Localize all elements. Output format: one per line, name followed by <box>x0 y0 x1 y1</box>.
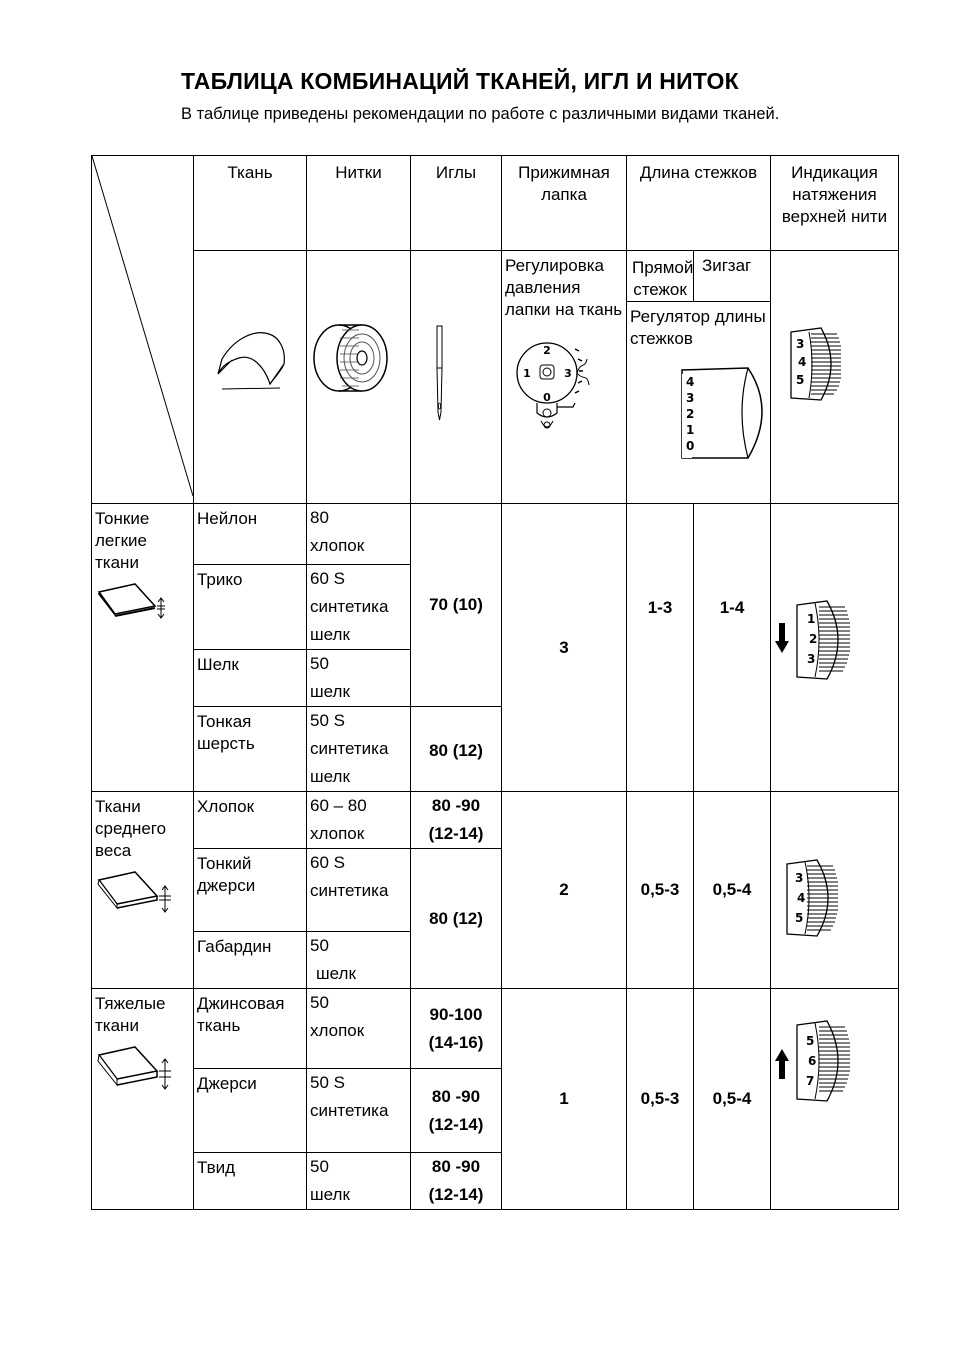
thread-value: 50 <box>310 936 329 955</box>
thread-type: синтетика <box>310 739 389 758</box>
pressure-label-2: 2 <box>543 344 551 357</box>
tension-thin-label-1: 1 <box>807 612 816 626</box>
diagonal-corner-cell <box>92 156 194 504</box>
fabric-jersey: Джерси <box>194 1069 307 1153</box>
header-tension-label-5: 5 <box>796 373 805 387</box>
tension-thin-cell <box>771 504 899 792</box>
foot-value: 3 <box>559 637 569 657</box>
group-heavy-name: Тяжелые ткани <box>95 994 166 1035</box>
thread-fine-wool <box>307 707 411 792</box>
thread-nylon <box>307 504 411 565</box>
foot-pressure-cell <box>502 251 627 504</box>
foot-thin <box>502 504 627 792</box>
group-medium-name: Ткани среднего веса <box>95 797 167 860</box>
thread-cotton <box>307 792 411 849</box>
zigzag-subheader: Зигзаг <box>694 251 771 302</box>
needle-heavy-3 <box>411 1153 502 1210</box>
page-title: ТАБЛИЦА КОМБИНАЦИЙ ТКАНЕЙ, ИГЛ И НИТОК <box>181 68 739 94</box>
needle-medium-1 <box>411 792 502 849</box>
thread-value: 50 S <box>310 1073 345 1092</box>
needle-illustration-cell <box>411 251 502 504</box>
tension-thin-label-2: 2 <box>809 632 818 646</box>
zigzag-medium <box>694 792 771 989</box>
straight-medium <box>627 792 694 989</box>
tension-medium-label-3: 3 <box>795 871 804 885</box>
zigzag-value: 1-4 <box>719 598 745 617</box>
fabric-silk: Шелк <box>194 650 307 707</box>
fabric-denim: Джинсовая ткань <box>194 989 307 1069</box>
tension-dial-normal-icon <box>771 792 899 988</box>
tension-medium-label-5: 5 <box>795 911 804 925</box>
group-heavy-fabrics-cell <box>92 989 194 1210</box>
thread-type: синтетика <box>310 1101 389 1120</box>
diagonal-line <box>92 156 194 497</box>
foot-medium <box>502 792 627 989</box>
heavy-fabric-icon <box>95 1037 175 1097</box>
arrow-up-icon <box>775 1049 789 1079</box>
fabric-fine-wool: Тонкая шерсть <box>194 707 307 792</box>
needle-thin-2 <box>411 707 502 792</box>
header-tension-dial-cell <box>771 251 899 504</box>
straight-value: 1-3 <box>647 598 673 617</box>
length-dial-icon <box>630 350 768 480</box>
needle-value: (12-14) <box>428 1185 484 1204</box>
header-needle: Иглы <box>411 156 502 251</box>
group-thin-name: Тонкие легкие ткани <box>95 509 150 572</box>
needle-value: 80 (12) <box>429 741 483 760</box>
length-label-4: 4 <box>686 375 695 389</box>
needle-value: 80 (12) <box>429 908 483 928</box>
combination-table <box>91 155 899 1210</box>
needle-icon <box>411 254 502 500</box>
tension-heavy-label-5: 5 <box>806 1034 815 1048</box>
header-tension-label-3: 3 <box>796 337 805 351</box>
arrow-down-icon <box>775 623 789 653</box>
thread-type: синтетика <box>310 597 389 616</box>
thread-type: хлопок <box>310 1021 365 1040</box>
thread-type: синтетика <box>310 881 389 900</box>
thread-value: 50 <box>310 1157 329 1176</box>
needle-value: (12-14) <box>428 824 484 843</box>
needle-heavy-2 <box>411 1069 502 1153</box>
tension-dial-increase-icon <box>771 989 899 1208</box>
thread-silk <box>307 650 411 707</box>
fabric-illustration-cell <box>194 251 307 504</box>
thread-value: 50 <box>310 654 329 673</box>
needle-value: (14-16) <box>428 1032 484 1052</box>
thread-spool-icon <box>307 254 411 500</box>
needle-heavy-1 <box>411 989 502 1069</box>
thread-type: шелк <box>310 767 350 786</box>
zigzag-heavy <box>694 989 771 1210</box>
thread-tricot <box>307 565 411 650</box>
zigzag-thin <box>694 504 771 792</box>
thread-illustration-cell <box>307 251 411 504</box>
needle-value: 90-100 <box>429 1004 483 1024</box>
thread-value: 60 S <box>310 569 345 588</box>
length-regulator-cell <box>627 302 771 504</box>
thread-denim <box>307 989 411 1069</box>
thread-thin-jersey <box>307 849 411 932</box>
thread-value: 60 S <box>310 853 345 872</box>
thread-jersey <box>307 1069 411 1153</box>
tension-thin-label-3: 3 <box>807 652 816 666</box>
fabric-tweed: Твид <box>194 1153 307 1210</box>
needle-value: 80 -90 <box>431 796 481 815</box>
straight-value: 0,5-3 <box>640 880 680 899</box>
thread-value: 50 <box>310 993 329 1012</box>
length-label-1: 1 <box>686 423 695 437</box>
header-thread: Нитки <box>307 156 411 251</box>
fabric-tricot: Трико <box>194 565 307 650</box>
length-label-2: 2 <box>686 407 695 421</box>
pressure-label-0: 0 <box>543 391 551 404</box>
straight-heavy <box>627 989 694 1210</box>
pressure-label-1: 1 <box>523 367 531 380</box>
tension-medium-label-4: 4 <box>797 891 806 905</box>
length-label-0: 0 <box>686 439 695 453</box>
foot-value: 1 <box>559 1089 569 1108</box>
pressure-label-3: 3 <box>564 367 572 380</box>
page-subtitle: В таблице приведены рекомендации по работе с различными видами тканей. <box>181 105 780 123</box>
tension-heavy-cell <box>771 989 899 1210</box>
needle-value: 80 -90 <box>431 1086 481 1106</box>
thread-type: хлопок <box>310 536 365 555</box>
straight-thin <box>627 504 694 792</box>
needle-medium-2 <box>411 849 502 989</box>
thread-value: 80 <box>310 508 329 527</box>
thread-type: шелк <box>316 964 356 983</box>
group-medium-fabrics-cell <box>92 792 194 989</box>
thread-type: шелк <box>310 682 350 701</box>
straight-stitch-subheader <box>627 251 694 302</box>
thread-value: 60 – 80 <box>310 796 367 815</box>
medium-fabric-icon <box>95 862 175 922</box>
needle-value: (12-14) <box>428 1114 484 1134</box>
fabric-nylon: Нейлон <box>194 504 307 565</box>
zigzag-value: 0,5-4 <box>712 1089 752 1108</box>
tension-dial-icon <box>771 254 899 500</box>
foot-value: 2 <box>559 880 569 899</box>
thread-value: 50 S <box>310 711 345 730</box>
zigzag-value: 0,5-4 <box>712 880 752 899</box>
header-tension-label-4: 4 <box>798 355 807 369</box>
straight-stitch-label: Прямой стежок <box>632 258 694 299</box>
header-foot: Прижимная лапка <box>502 156 627 251</box>
foot-pressure-label: Регулировка давления лапки на ткань <box>505 256 623 319</box>
header-fabric: Ткань <box>194 156 307 251</box>
needle-thin-1 <box>411 504 502 707</box>
length-label-3: 3 <box>686 391 695 405</box>
needle-value: 80 -90 <box>431 1157 481 1176</box>
thread-type: шелк <box>310 625 350 644</box>
fabric-cotton: Хлопок <box>194 792 307 849</box>
thin-fabric-icon <box>95 574 175 634</box>
tension-medium-cell <box>771 792 899 989</box>
thread-type: хлопок <box>310 824 365 843</box>
fabric-piece-icon <box>194 254 307 500</box>
tension-heavy-label-6: 6 <box>808 1054 817 1068</box>
tension-dial-decrease-icon <box>771 505 899 790</box>
thread-type: шелк <box>310 1185 350 1204</box>
thread-tweed <box>307 1153 411 1210</box>
foot-heavy <box>502 989 627 1210</box>
group-thin-fabrics-cell <box>92 504 194 792</box>
fabric-gabardine: Габардин <box>194 932 307 989</box>
needle-value: 70 (10) <box>429 595 483 614</box>
tension-heavy-label-7: 7 <box>806 1074 815 1088</box>
header-stitch-length: Длина стежков <box>627 156 771 251</box>
thread-gabardine <box>307 932 411 989</box>
pressure-dial-icon <box>505 321 623 471</box>
straight-value: 0,5-3 <box>640 1089 680 1108</box>
fabric-thin-jersey: Тонкий джерси <box>194 849 307 932</box>
header-tension: Индикация натяжения верхней нити <box>771 156 899 251</box>
length-regulator-label: Регулятор длины стежков <box>630 307 766 348</box>
